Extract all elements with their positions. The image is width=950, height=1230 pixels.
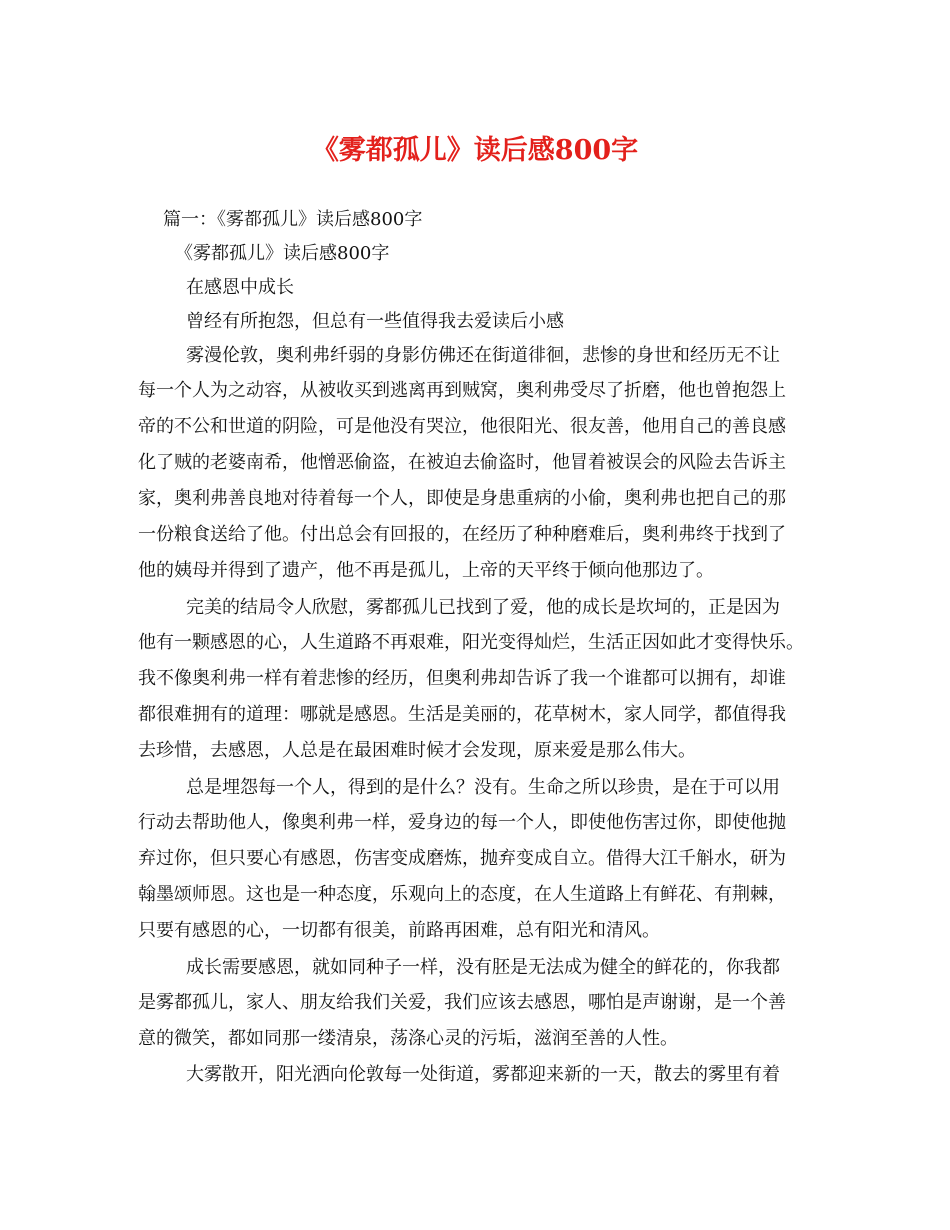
paragraph-line: 都很难拥有的道理：哪就是感恩。生活是美丽的，花草树木，家人同学，都值得我 (138, 704, 786, 725)
paragraph-line: 翰墨颂师恩。这也是一种态度，乐观向上的态度，在人生道路上有鲜花、有荆棘， (138, 884, 786, 905)
document-title: 《雾都孤儿》读后感800字 (311, 135, 639, 166)
paragraph-line: 帝的不公和世道的阴险，可是他没有哭泣，他很阳光、很友善，他用自己的善良感 (138, 416, 786, 437)
header-line-subtitle: 在感恩中成长 (186, 277, 294, 298)
paragraph-line: 意的微笑，都如同那一缕清泉，荡涤心灵的污垢，滋润至善的人性。 (138, 1028, 678, 1049)
paragraph-line: 我不像奥利弗一样有着悲惨的经历，但奥利弗却告诉了我一个谁都可以拥有，却谁 (138, 668, 786, 689)
paragraph-line: 只要有感恩的心，一切都有很美，前路再困难，总有阳光和清风。 (138, 920, 660, 941)
header-line-intro: 曾经有所抱怨，但总有一些值得我去爱读后小感 (186, 311, 564, 332)
header-line-section: 篇一：《雾都孤儿》读后感800字 (163, 209, 423, 230)
paragraph-line: 雾漫伦敦，奥利弗纤弱的身影仿佛还在街道徘徊，悲惨的身世和经历无不让 (186, 345, 780, 366)
paragraph-line: 化了贼的老婆南希，他憎恶偷盗，在被迫去偷盗时，他冒着被误会的风险去告诉主 (138, 452, 786, 473)
paragraph-line: 每一个人为之动容，从被收买到逃离再到贼窝，奥利弗受尽了折磨，他也曾抱怨上 (138, 380, 786, 401)
paragraph-line: 他有一颗感恩的心，人生道路不再艰难，阳光变得灿烂，生活正因如此才变得快乐。 (138, 632, 804, 653)
paragraph-line: 完美的结局令人欣慰，雾都孤儿已找到了爱，他的成长是坎坷的，正是因为 (186, 597, 780, 618)
paragraph-line: 总是埋怨每一个人，得到的是什么？没有。生命之所以珍贵，是在于可以用 (186, 777, 780, 798)
paragraph-line: 去珍惜，去感恩，人总是在最困难时候才会发现，原来爱是那么伟大。 (138, 740, 696, 761)
paragraph-line: 家，奥利弗善良地对待着每一个人，即使是身患重病的小偷，奥利弗也把自己的那 (138, 488, 786, 509)
paragraph-line: 是雾都孤儿，家人、朋友给我们关爱，我们应该去感恩，哪怕是声谢谢，是一个善 (138, 992, 786, 1013)
paragraph-line: 弃过你，但只要心有感恩，伤害变成磨炼，抛弃变成自立。借得大江千斛水，研为 (138, 848, 786, 869)
paragraph-line: 行动去帮助他人，像奥利弗一样，爱身边的每一个人，即使他伤害过你，即使他抛 (138, 812, 786, 833)
paragraph-line: 成长需要感恩，就如同种子一样，没有胚是无法成为健全的鲜花的，你我都 (186, 957, 780, 978)
paragraph-line: 他的姨母并得到了遗产，他不再是孤儿，上帝的天平终于倾向他那边了。 (138, 560, 714, 581)
paragraph-line: 大雾散开，阳光洒向伦敦每一处街道，雾都迎来新的一天，散去的雾里有着 (186, 1064, 780, 1085)
header-line-book-title: 《雾都孤儿》读后感800字 (175, 243, 390, 264)
paragraph-line: 一份粮食送给了他。付出总会有回报的，在经历了种种磨难后，奥利弗终于找到了 (138, 524, 786, 545)
